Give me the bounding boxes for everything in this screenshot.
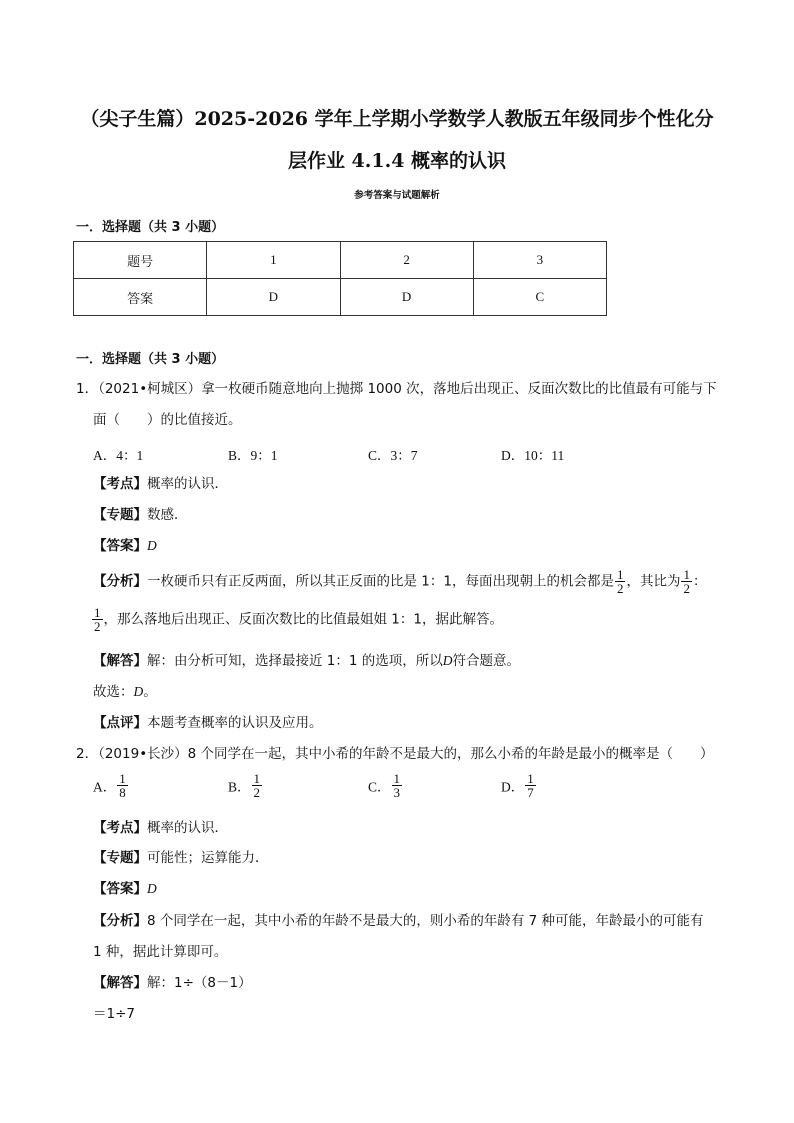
zhuanti-tag: 【专题】 <box>93 507 147 523</box>
fenxi-tag: 【分析】 <box>93 913 147 929</box>
q2-option-d <box>501 772 537 799</box>
daan-tag: 【答案】 <box>93 881 147 897</box>
answer-table-cell: 3 <box>473 242 606 279</box>
kaodian-tag: 【考点】 <box>93 820 147 836</box>
answer-table-cell: D <box>340 279 473 316</box>
q2-option-a <box>93 772 129 799</box>
answer-table-cell: C <box>473 279 606 316</box>
q1-option-b: B．9：1 <box>228 448 278 463</box>
dianping-text: 本题考查概率的认识及应用。 <box>147 715 323 731</box>
q1-option-a: A．4：1 <box>93 448 144 463</box>
option-fraction <box>525 772 536 799</box>
q1-dianping <box>93 713 323 733</box>
fraction-numerator: 1 <box>527 771 534 786</box>
answer-table-row-numbers <box>74 242 607 279</box>
answer-table-cell: D <box>207 279 340 316</box>
q2-zhuanti <box>93 848 269 868</box>
q1-jieda <box>93 651 520 671</box>
jieda-answer-letter: D <box>442 653 453 668</box>
fraction-denominator: 8 <box>119 785 126 800</box>
q2-option-c <box>368 772 403 799</box>
zhuanti-text: 数感． <box>147 507 188 523</box>
answer-table-label: 答案 <box>74 279 207 316</box>
q2-fenxi-line-1 <box>93 911 704 931</box>
jieda-text: 解：由分析可知，选择最接近 1：1 的选项，所以 <box>147 653 443 669</box>
fenxi-text: ： <box>692 573 707 590</box>
fraction-one-half <box>681 568 692 595</box>
fraction-one-half <box>615 568 626 595</box>
document-subtitle: 参考答案与试题解析 <box>354 190 440 201</box>
zhuanti-text: 可能性；运算能力． <box>147 850 269 866</box>
fraction-denominator: 2 <box>253 785 261 800</box>
fenxi-tag: 【分析】 <box>93 573 147 590</box>
fraction-denominator: 2 <box>94 619 101 634</box>
kaodian-text: 概率的认识． <box>147 476 228 492</box>
answer-table-cell: 2 <box>340 242 473 279</box>
option-letter: B． <box>228 779 251 795</box>
answer-section-heading: 一．选择题（共 3 小题） <box>76 220 225 235</box>
guxuan-letter: D <box>133 684 144 699</box>
q1-kaodian <box>93 474 228 494</box>
fraction-numerator: 1 <box>616 567 624 582</box>
daan-tag: 【答案】 <box>93 538 147 554</box>
option-fraction <box>117 772 128 799</box>
fraction-numerator: 1 <box>119 771 126 786</box>
fraction-denominator: 2 <box>616 581 624 596</box>
q1-daan <box>93 536 157 556</box>
fenxi-text: 8 个同学在一起，其中小希的年龄不是最大的，则小希的年龄有 7 种可能，年龄最小的可能有 <box>147 913 704 929</box>
fraction-numerator: 1 <box>253 771 261 786</box>
kaodian-text: 概率的认识． <box>147 820 228 836</box>
option-letter: A． <box>93 779 117 795</box>
q2-jieda <box>93 973 252 993</box>
zhuanti-tag: 【专题】 <box>93 850 147 866</box>
q2-daan <box>93 879 157 899</box>
q1-fenxi-line-1 <box>93 568 706 595</box>
daan-text: D <box>147 881 157 896</box>
jieda-text: 解：1÷（8－1） <box>147 975 252 991</box>
q2-kaodian <box>93 818 228 838</box>
document-title-line-2: 层作业 4.1.4 概率的认识 <box>287 150 507 172</box>
guxuan-text: 故选： <box>93 684 134 700</box>
fraction-denominator: 3 <box>393 785 401 800</box>
guxuan-text: 。 <box>143 684 157 700</box>
dianping-tag: 【点评】 <box>93 715 147 731</box>
q1-fenxi-line-2 <box>91 606 503 633</box>
kaodian-tag: 【考点】 <box>93 476 147 492</box>
answer-table-label: 题号 <box>74 242 207 279</box>
fraction-denominator: 7 <box>527 785 534 800</box>
q1-stem-line-2: 面（ ）的比值接近。 <box>93 412 242 428</box>
q2-stem: 2．（2019•长沙）8 个同学在一起，其中小希的年龄不是最大的，那么小希的年龄是最小的概率是（ ） <box>76 746 714 762</box>
fraction-numerator: 1 <box>683 567 690 582</box>
question-section-heading: 一．选择题（共 3 小题） <box>76 352 225 367</box>
q1-zhuanti <box>93 505 188 525</box>
fenxi-text: ，其比为 <box>626 573 681 590</box>
fraction-numerator: 1 <box>393 771 401 786</box>
option-letter: D． <box>501 779 525 795</box>
jieda-tag: 【解答】 <box>93 653 147 669</box>
fenxi-text: ，那么落地后出现正、反面次数比的比值最姐姐 1：1，据此解答。 <box>103 611 503 628</box>
q2-fenxi-line-2: 1 种，据此计算即可。 <box>93 944 228 960</box>
q1-option-c: C．3：7 <box>368 448 418 463</box>
answer-table <box>73 241 607 316</box>
fenxi-text: 一枚硬币只有正反两面，所以其正反面的比是 1：1，每面出现朝上的机会都是 <box>147 573 614 590</box>
q1-stem-line-1: 1．（2021•柯城区）拿一枚硬币随意地向上抛掷 1000 次，落地后出现正、反面次数比的比值最有可能与下 <box>76 381 717 397</box>
answer-table-cell: 1 <box>207 242 340 279</box>
daan-text: D <box>147 538 157 553</box>
fraction-denominator: 2 <box>683 581 690 596</box>
option-fraction <box>392 772 403 799</box>
fraction-one-half <box>92 606 103 633</box>
q2-calc-line: ＝1÷7 <box>93 1006 135 1022</box>
option-fraction <box>252 772 263 799</box>
q1-option-d: D．10：11 <box>501 448 565 463</box>
jieda-tag: 【解答】 <box>93 975 147 991</box>
q2-option-b <box>228 772 263 799</box>
jieda-text: 符合题意。 <box>452 653 521 669</box>
option-letter: C． <box>368 779 391 795</box>
document-title-line-1: （尖子生篇）2025-2026 学年上学期小学数学人教版五年级同步个性化分 <box>80 108 714 130</box>
fraction-numerator: 1 <box>94 605 101 620</box>
q1-guxuan <box>93 682 157 702</box>
answer-table-row-answers <box>74 279 607 316</box>
